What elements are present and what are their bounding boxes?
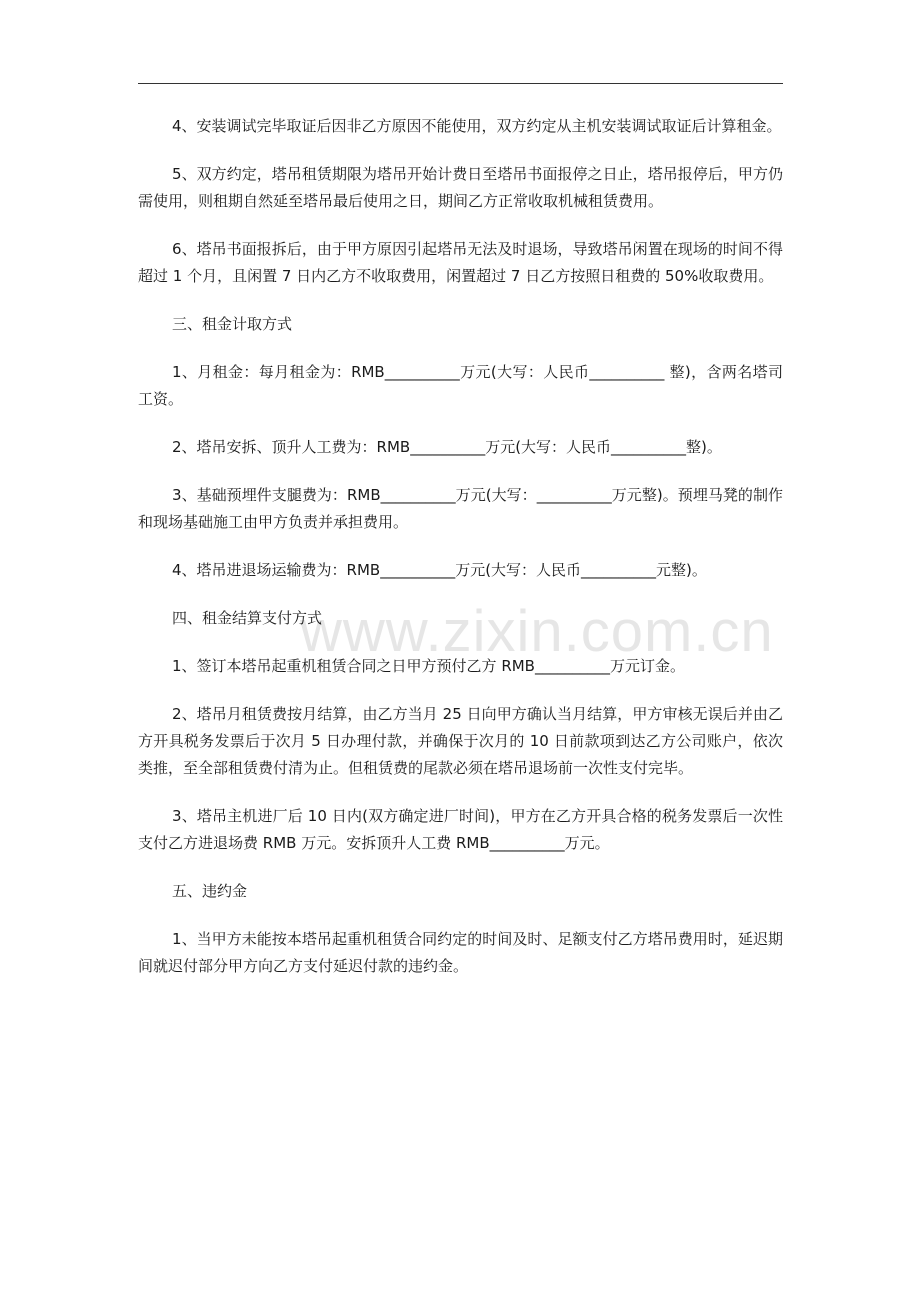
paragraph-installation-fee: 2、塔吊安拆、顶升人工费为：RMB__________万元(大写：人民币__________整)。 [172, 438, 722, 456]
paragraph-entry-payment: 3、塔吊主机进厂后 10 日内(双方确定进厂时间)，甲方在乙方开具合格的税务发票后一次性支付乙方进退场费 RMB 万元。安拆顶升人工费 RMB__________万元。 [138, 807, 783, 852]
section-heading-penalty: 五、违约金 [172, 882, 248, 900]
document-body [138, 113, 783, 1001]
paragraph-foundation-fee: 3、基础预埋件支腿费为：RMB__________万元(大写：__________万元整)。预埋马凳的制作和现场基础施工由甲方负责并承担费用。 [138, 486, 783, 531]
paragraph-clause-4: 4、安装调试完毕取证后因非乙方原因不能使用，双方约定从主机安装调试取证后计算租金。 [172, 117, 782, 135]
paragraph-clause-6: 6、塔吊书面报拆后，由于甲方原因引起塔吊无法及时退场，导致塔吊闲置在现场的时间不得超过 1 个月，且闲置 7 日内乙方不收取费用，闲置超过 7 日乙方按照日租费的 50%收取费用。 [138, 240, 783, 285]
paragraph-monthly-rent: 1、月租金：每月租金为：RMB__________万元(大写：人民币__________ 整)，含两名塔司工资。 [138, 363, 783, 408]
paragraph-late-payment: 1、当甲方未能按本塔吊起重机租赁合同约定的时间及时、足额支付乙方塔吊费用时，延迟期间就迟付部分甲方向乙方支付延迟付款的违约金。 [138, 930, 783, 975]
header-rule [138, 83, 783, 84]
section-heading-settlement: 四、租金结算支付方式 [172, 609, 323, 627]
paragraph-clause-5: 5、双方约定，塔吊租赁期限为塔吊开始计费日至塔吊书面报停之日止，塔吊报停后，甲方仍需使用，则租期自然延至塔吊最后使用之日，期间乙方正常收取机械租赁费用。 [138, 165, 783, 210]
watermark: www.zixin.com.cn [300, 599, 774, 664]
paragraph-transport-fee: 4、塔吊进退场运输费为：RMB__________万元(大写：人民币__________元整)。 [172, 561, 707, 579]
paragraph-deposit: 1、签订本塔吊起重机租赁合同之日甲方预付乙方 RMB__________万元订金。 [172, 657, 685, 675]
section-heading-rent-calculation: 三、租金计取方式 [172, 315, 293, 333]
paragraph-monthly-settlement: 2、塔吊月租赁费按月结算，由乙方当月 25 日向甲方确认当月结算，甲方审核无误后并由乙方开具税务发票后于次月 5 日办理付款，并确保于次月的 10 日前款项到达乙方公司账户，依次类推，至全部租赁费付清为止。但租赁费的尾款必须在塔吊退场前一次性支付完毕。 [138, 705, 783, 777]
